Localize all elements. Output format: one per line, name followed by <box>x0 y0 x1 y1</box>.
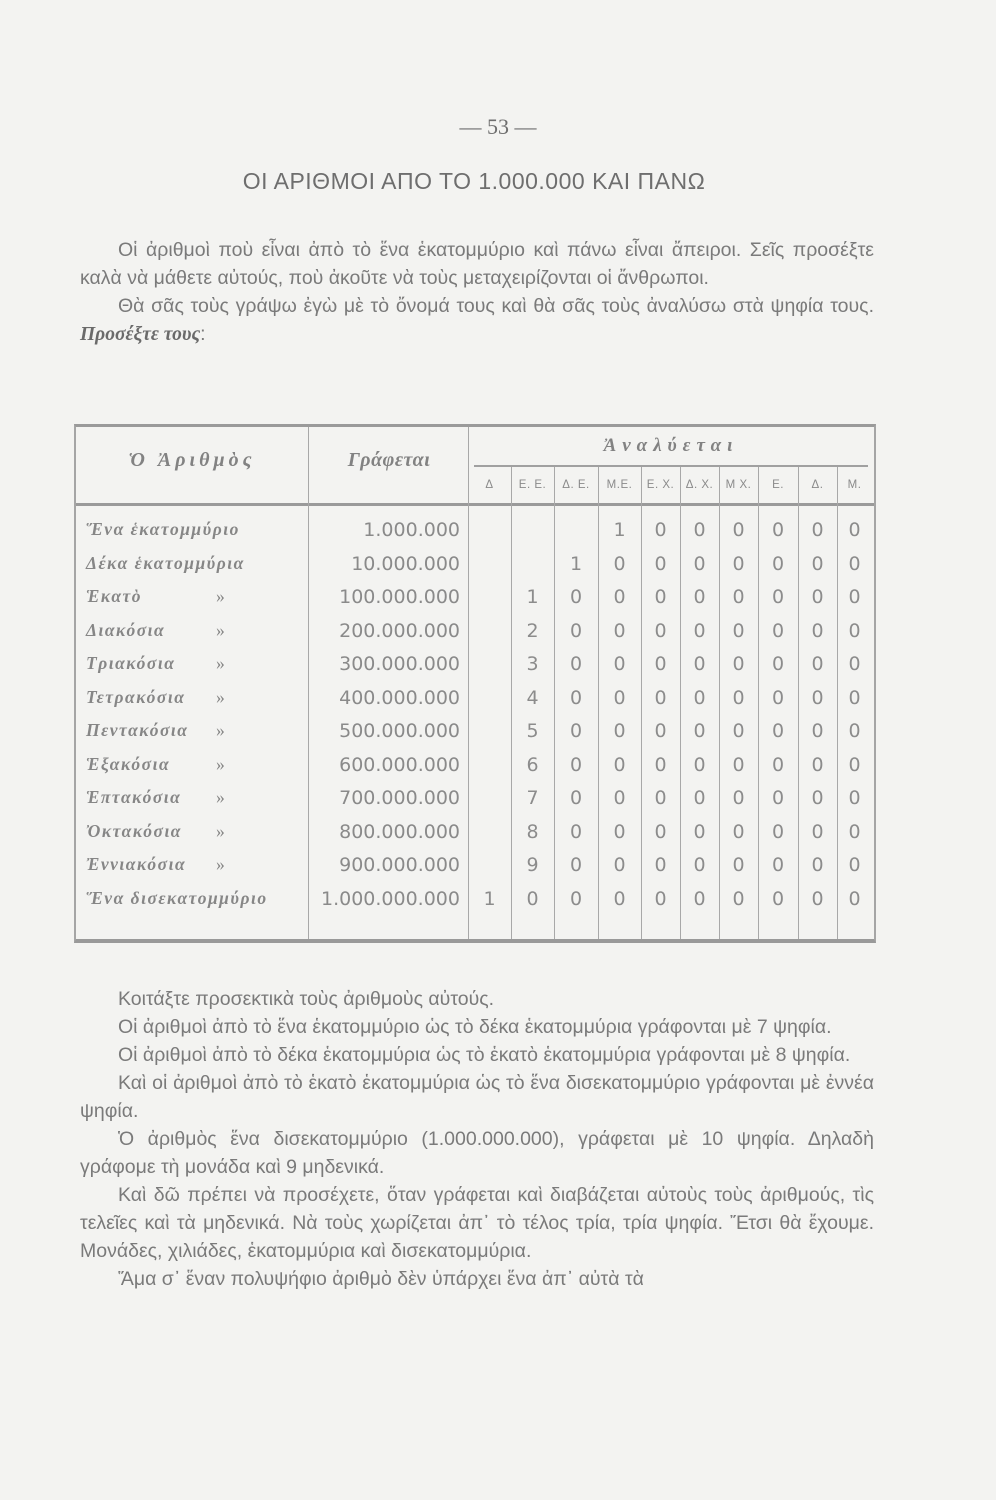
digit-column-header: Μ Χ. <box>725 479 752 491</box>
table-row <box>76 618 874 651</box>
digit-cell: 0 <box>771 887 785 910</box>
digit-cell: 1 <box>483 887 496 910</box>
digit-cell: 0 <box>693 686 706 709</box>
digit-cell: 0 <box>569 720 583 742</box>
digit-cell: 0 <box>811 887 824 910</box>
digit-cell: 4 <box>526 686 539 709</box>
number-written: 100.000.000 <box>339 586 460 608</box>
number-name: Πεντακόσια » <box>86 720 227 740</box>
digit-cell: 0 <box>811 619 824 642</box>
digit-cell: 0 <box>811 720 824 742</box>
number-name: Τετρακόσια » <box>86 686 227 707</box>
digit-cell: 0 <box>811 854 824 876</box>
ditto-mark: » <box>216 720 227 740</box>
digit-cell: 0 <box>569 854 583 876</box>
ditto-mark: » <box>216 854 227 874</box>
ditto-mark: » <box>216 787 227 807</box>
intro-text <box>80 236 874 349</box>
ditto-mark: » <box>216 586 227 606</box>
number-written: 700.000.000 <box>339 787 460 809</box>
table-row <box>76 517 874 550</box>
digit-cell: 0 <box>613 586 626 608</box>
digit-cell: 5 <box>526 720 539 742</box>
number-name: Τριακόσια » <box>86 653 227 673</box>
table-row <box>76 752 874 785</box>
table-row <box>76 819 874 852</box>
digit-cell: 0 <box>848 653 861 675</box>
digit-cell: 0 <box>693 653 706 675</box>
digit-cell: 0 <box>613 720 626 742</box>
number-name: Δέκα ἑκατομμύρια <box>86 552 245 573</box>
digit-cell: 0 <box>811 787 824 809</box>
digit-cell: 0 <box>693 820 706 843</box>
number-written: 900.000.000 <box>339 854 460 876</box>
digit-column-header: Μ.Ε. <box>606 479 633 491</box>
body-paragraph-1: Κοιτάξτε προσεκτικὰ τοὺς ἀριθμοὺς αὐτούς. <box>118 988 495 1010</box>
number-written: 600.000.000 <box>339 753 460 776</box>
digit-cell: 0 <box>848 787 861 809</box>
number-written: 300.000.000 <box>339 653 460 675</box>
number-name: Ἑξακόσια » <box>86 753 227 774</box>
ditto-mark: » <box>216 753 227 774</box>
digit-cell: 0 <box>693 854 706 876</box>
digit-cell: 0 <box>811 753 824 776</box>
number-name: Ἕνα ἑκατομμύριο <box>86 519 240 539</box>
digit-cell: 8 <box>526 820 539 843</box>
header-number: Ὁ Ἀριθμὸς <box>128 449 256 471</box>
digit-cell: 0 <box>732 854 745 876</box>
digit-cell: 0 <box>811 820 824 843</box>
digit-cell: 0 <box>732 586 745 608</box>
digit-cell: 0 <box>771 586 785 608</box>
header-analysis: Ἀναλύεται <box>603 435 739 456</box>
header-written: Γράφεται <box>347 449 431 471</box>
body-paragraph-2: Οἱ ἀριθμοὶ ἀπὸ τὸ ἕνα ἑκατομμύριο ὡς τὸ δέκα ἑκατομμύρια γράφονται μὲ 7 ψηφία. <box>118 1016 832 1038</box>
digit-cell: 0 <box>569 686 583 709</box>
digit-cell: 3 <box>526 653 539 675</box>
digit-cell: 0 <box>569 619 583 642</box>
body-text <box>80 985 874 1293</box>
body-paragraph-4: Καὶ οἱ ἀριθμοὶ ἀπὸ τὸ ἑκατὸ ἑκατομμύρια ὡς τὸ ἕνα δισεκατομμύριο γράφονται μὲ ἐννέα ψηφία. <box>80 1072 874 1122</box>
digit-cell: 0 <box>569 887 583 910</box>
digit-cell: 0 <box>693 619 706 642</box>
body-paragraph-5: Ὁ ἀριθμὸς ἕνα δισεκατομμύριο (1.000.000.000), γράφεται μὲ 10 ψηφία. Δηλαδὴ γράφομε τὴ μονάδα καὶ 9 μηδενικά. <box>80 1128 874 1178</box>
digit-cell: 0 <box>693 552 706 575</box>
digit-cell: 6 <box>526 753 539 776</box>
digit-cell: 0 <box>732 820 745 843</box>
digit-cell: 0 <box>811 519 824 541</box>
digit-column-header: Δ. <box>811 479 824 491</box>
digit-cell: 0 <box>654 686 667 709</box>
digit-cell: 0 <box>771 720 785 742</box>
number-written: 1.000.000.000 <box>320 887 460 910</box>
digit-cell: 0 <box>732 552 745 575</box>
digit-cell: 0 <box>654 653 667 675</box>
digit-cell: 0 <box>569 653 583 675</box>
digit-column-header: Ε. <box>772 479 784 491</box>
digit-cell: 0 <box>848 686 861 709</box>
digit-column-header: Δ. Χ. <box>685 479 714 491</box>
numbers-table <box>74 424 876 943</box>
digit-cell: 0 <box>693 720 706 742</box>
digit-column-header: Μ. <box>847 479 862 491</box>
digit-cell: 1 <box>526 586 539 608</box>
ditto-mark: » <box>216 820 227 841</box>
page-title: ΟΙ ΑΡΙΘΜΟΙ ΑΠΟ ΤΟ 1.000.000 ΚΑΙ ΠΑΝΩ <box>242 168 706 194</box>
table-row <box>76 718 874 751</box>
digit-cell: 0 <box>771 519 785 541</box>
digit-cell: 0 <box>526 887 539 910</box>
digit-cell: 0 <box>848 753 861 776</box>
emphasis-text: Προσέξτε τους <box>80 324 201 345</box>
digit-cell: 0 <box>732 753 745 776</box>
digit-cell: 1 <box>569 552 583 575</box>
digit-cell: 0 <box>848 854 861 876</box>
number-written: 10.000.000 <box>351 552 460 575</box>
digit-cell: 0 <box>654 619 667 642</box>
digit-cell: 0 <box>569 753 583 776</box>
digit-cell: 0 <box>771 653 785 675</box>
digit-cell: 0 <box>732 720 745 742</box>
table-row <box>76 551 874 584</box>
number-name: Ἑκατὸ » <box>86 586 227 606</box>
number-name: Ἑπτακόσια » <box>86 787 227 807</box>
number-name: Διακόσια » <box>86 619 227 640</box>
digit-cell: 1 <box>613 519 626 541</box>
digit-cell: 0 <box>811 586 824 608</box>
number-written: 400.000.000 <box>339 686 460 709</box>
digit-cell: 0 <box>654 820 667 843</box>
digit-cell: 0 <box>771 753 785 776</box>
number-name: Ἐννιακόσια » <box>86 854 227 874</box>
digit-cell: 0 <box>569 787 583 809</box>
digit-column-header: Ε. Χ. <box>646 479 675 491</box>
number-name: Ὀκτακόσια » <box>86 820 227 841</box>
digit-cell: 0 <box>771 787 785 809</box>
digit-cell: 0 <box>613 854 626 876</box>
table-row <box>76 785 874 818</box>
body-paragraph-7: Ἅμα σ᾽ ἕναν πολυψήφιο ἀριθμὸ δὲν ὑπάρχει ἕνα ἀπ᾽ αὐτὰ τὰ <box>118 1268 644 1290</box>
body-paragraph-6: Καὶ δῶ πρέπει νὰ προσέχετε, ὅταν γράφεται καὶ διαβάζεται αὐτοὺς τοὺς ἀριθμούς, τὶς τελεῖες καὶ τὰ μηδενικά. Νὰ τοὺς χωρίζεται ἀπ᾽ τὸ τέλος τρία, τρία ψηφία. Ἔτσι θὰ ἔχουμε. Μονάδες, χιλιάδες, ἑκατομμύρια καὶ δισεκατομμύρια. <box>80 1184 874 1262</box>
digit-cell: 7 <box>526 787 539 809</box>
digit-cell: 0 <box>848 552 861 575</box>
digit-cell: 0 <box>693 753 706 776</box>
body-paragraph-3: Οἱ ἀριθμοὶ ἀπὸ τὸ δέκα ἑκατομμύρια ὡς τὸ ἑκατὸ ἑκατομμύρια γράφονται μὲ 8 ψηφία. <box>118 1044 851 1066</box>
number-written: 500.000.000 <box>339 720 460 742</box>
table-row <box>76 852 874 885</box>
digit-cell: 0 <box>811 686 824 709</box>
number-written: 1.000.000 <box>363 519 460 541</box>
digit-cell: 0 <box>654 753 667 776</box>
ditto-mark: » <box>216 619 227 640</box>
digit-cell: 0 <box>848 720 861 742</box>
digit-cell: 0 <box>732 619 745 642</box>
digit-cell: 0 <box>613 787 626 809</box>
number-written: 800.000.000 <box>339 820 460 843</box>
analysis-subrule <box>474 465 868 467</box>
digit-cell: 0 <box>848 619 861 642</box>
digit-cell: 0 <box>848 887 861 910</box>
ditto-mark: » <box>216 686 227 707</box>
number-written: 200.000.000 <box>339 619 460 642</box>
digit-cell: 0 <box>771 686 785 709</box>
digit-cell: 0 <box>613 552 626 575</box>
digit-cell: 0 <box>613 653 626 675</box>
digit-cell: 0 <box>613 619 626 642</box>
digit-cell: 9 <box>526 854 539 876</box>
digit-cell: 0 <box>693 586 706 608</box>
digit-cell: 0 <box>569 820 583 843</box>
digit-cell: 0 <box>848 519 861 541</box>
header-rule <box>76 503 874 506</box>
digit-cell: 0 <box>811 653 824 675</box>
digit-cell: 0 <box>569 586 583 608</box>
digit-cell: 0 <box>654 854 667 876</box>
digit-cell: 0 <box>848 586 861 608</box>
digit-cell: 0 <box>732 519 745 541</box>
page-number: — 53 — <box>459 114 537 139</box>
digit-cell: 0 <box>654 787 667 809</box>
digit-cell: 0 <box>613 887 626 910</box>
digit-cell: 0 <box>811 552 824 575</box>
digit-cell: 0 <box>613 820 626 843</box>
digit-cell: 0 <box>693 787 706 809</box>
digit-cell: 0 <box>771 552 785 575</box>
digit-cell: 0 <box>654 720 667 742</box>
digit-column-header: Ε. Ε. <box>518 479 547 491</box>
digit-cell: 0 <box>613 686 626 709</box>
table-row <box>76 685 874 718</box>
digit-column-header: Δ. Ε. <box>562 479 590 491</box>
digit-cell: 0 <box>654 887 667 910</box>
digit-cell: 0 <box>654 586 667 608</box>
table-row <box>76 886 874 919</box>
digit-cell: 0 <box>693 519 706 541</box>
digit-cell: 0 <box>693 887 706 910</box>
digit-cell: 0 <box>771 820 785 843</box>
digit-cell: 0 <box>613 753 626 776</box>
digit-cell: 0 <box>771 619 785 642</box>
intro-paragraph-2: Θὰ σᾶς τοὺς γράψω ἐγὼ μὲ τὸ ὄνομά τους καὶ θὰ σᾶς τοὺς ἀναλύσω στὰ ψηφία τους. Προσέξτε τους: <box>80 295 874 345</box>
table-row <box>76 584 874 617</box>
digit-cell: 0 <box>732 686 745 709</box>
digit-cell: 0 <box>771 854 785 876</box>
digit-cell: 2 <box>526 619 539 642</box>
table-row <box>76 651 874 684</box>
digit-cell: 0 <box>732 787 745 809</box>
digit-cell: 0 <box>654 552 667 575</box>
digit-cell: 0 <box>732 887 745 910</box>
ditto-mark: » <box>216 653 227 673</box>
digit-cell: 0 <box>654 519 667 541</box>
digit-cell: 0 <box>848 820 861 843</box>
number-name: Ἕνα δισεκατομμύριο <box>86 887 268 908</box>
intro-paragraph-1: Οἱ ἀριθμοὶ ποὺ εἶναι ἀπὸ τὸ ἕνα ἑκατομμύριο καὶ πάνω εἶναι ἄπειροι. Σεῖς προσέξτε καλὰ νὰ μάθετε αὐτούς, ποὺ ἀκοῦτε νὰ τοὺς μεταχειρίζονται οἱ ἄνθρωποι. <box>80 239 874 289</box>
digit-cell: 0 <box>732 653 745 675</box>
digit-column-header: Δ <box>485 479 494 491</box>
